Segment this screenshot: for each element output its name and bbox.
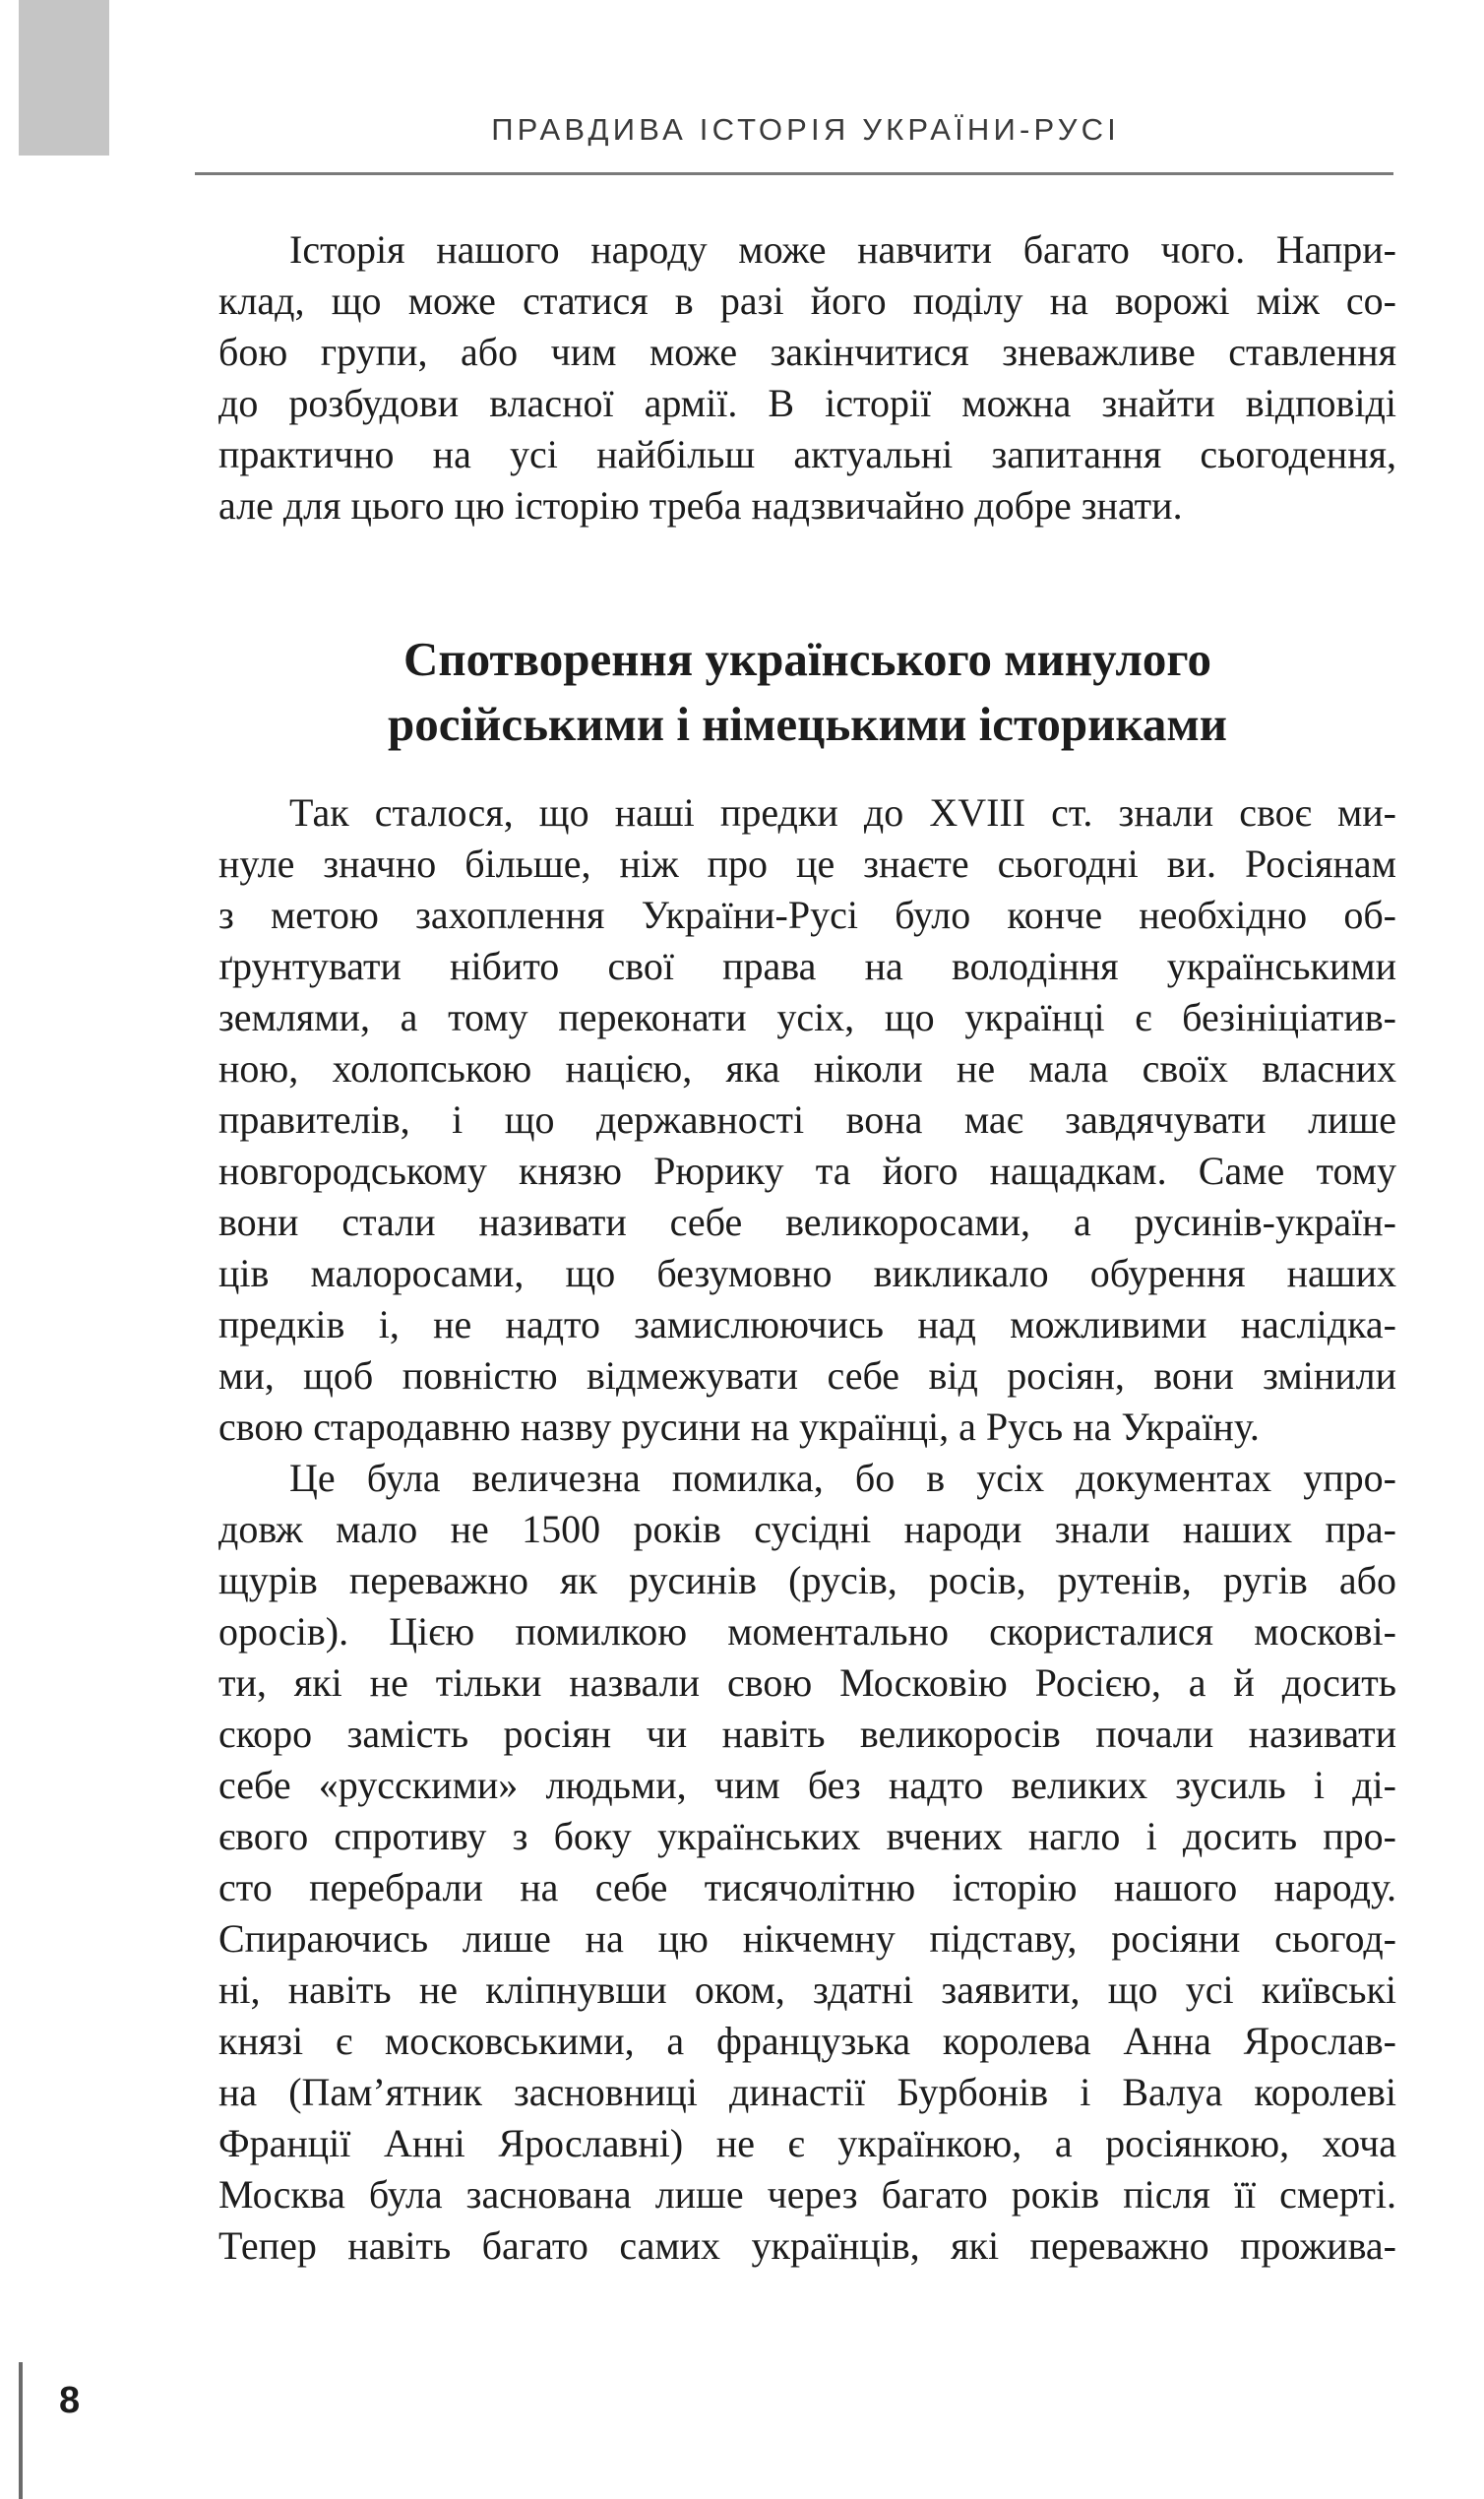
text-line: Історія нашого народу може навчити багато чого. Напри-: [289, 227, 1396, 272]
text-line: скоро замість росіян чи навіть великоросів почали називати: [218, 1712, 1396, 1756]
intro-paragraph: [218, 224, 1396, 531]
text-line: практично на усі найбільш актуальні запитання сьогодення,: [218, 432, 1396, 476]
header-rule: [195, 172, 1393, 175]
text-line: на (Пам’ятник засновниці династії Бурбонів і Валуа королеві: [218, 2070, 1396, 2114]
running-head: ПРАВДИВА ІСТОРІЯ УКРАЇНИ-РУСІ: [491, 112, 1120, 147]
text-line: свою стародавню назву русини на українці, а Русь на Україну.: [218, 1405, 1260, 1449]
text-line: довж мало не 1500 років сусідні народи знали наших пра-: [218, 1507, 1396, 1551]
text-line: ною, холопською нацією, яка ніколи не мала своїх власних: [218, 1046, 1396, 1091]
section-heading-line-2: російськими і німецькими істориками: [387, 697, 1227, 751]
text-line: нуле значно більше, ніж про це знаєте сьогодні ви. Росіянам: [218, 842, 1396, 886]
section-heading-line-1: Спотворення українського минулого: [403, 632, 1211, 686]
text-line: ти, які не тільки назвали свою Московію Росією, а й досить: [218, 1660, 1396, 1705]
text-line: з метою захоплення України-Русі було конче необхідно об-: [218, 893, 1396, 937]
text-line: Тепер навіть багато самих українців, які переважно прожива-: [218, 2223, 1396, 2268]
text-line: Спираючись лише на цю нікчемну підставу, росіяни сьогод-: [218, 1916, 1396, 1961]
text-line: євого спротиву з боку українських вчених нагло і досить про-: [218, 1814, 1396, 1858]
page-number: 8: [59, 2380, 81, 2421]
text-line: оросів). Цією помилкою моментально скористалися москові-: [218, 1609, 1396, 1654]
text-line: Це була величезна помилка, бо в усіх документах упро-: [289, 1456, 1396, 1500]
text-line: щурів переважно як русинів (русів, росів, рутенів, ругів або: [218, 1558, 1396, 1602]
text-line: Франції Анні Ярославні) не є українкою, а росіянкою, хоча: [218, 2121, 1396, 2165]
paragraph-2: [218, 1453, 1396, 2272]
text-line: Москва була заснована лише через багато років після її смерті.: [218, 2172, 1396, 2217]
text-line: князі є московськими, а французька королева Анна Ярослав-: [218, 2019, 1396, 2063]
text-line: ми, щоб повністю відмежувати себе від росіян, вони змінили: [218, 1353, 1396, 1398]
text-line: правителів, і що державності вона має завдячувати лише: [218, 1097, 1396, 1142]
text-line: предків і, не надто замислюючись над можливими наслідка-: [218, 1302, 1396, 1346]
paragraph-1: [218, 787, 1396, 1453]
text-line: землями, а тому переконати усіх, що українці є безініціатив-: [218, 995, 1396, 1039]
text-line: себе «русскими» людьми, чим без надто великих зусиль і ді-: [218, 1763, 1396, 1807]
text-line: ні, навіть не кліпнувши оком, здатні заявити, що усі київські: [218, 1968, 1396, 2012]
text-line: клад, що може статися в разі його поділу на ворожі між со-: [218, 279, 1396, 323]
text-line: бою групи, або чим може закінчитися зневажливе ставлення: [218, 330, 1396, 374]
footer-bar: [19, 2362, 23, 2499]
text-line: ців малоросами, що безумовно викликало обурення наших: [218, 1251, 1396, 1295]
text-line: сто перебрали на себе тисячолітню історію нашого народу.: [218, 1865, 1396, 1909]
text-line: ґрунтувати нібито свої права на володіння українськими: [218, 944, 1396, 988]
text-line: новгородському князю Рюрику та його нащадкам. Саме тому: [218, 1149, 1396, 1193]
text-line: Так сталося, що наші предки до XVIII ст. знали своє ми-: [289, 790, 1396, 835]
text-line: але для цього цю історію треба надзвичайно добре знати.: [218, 483, 1183, 528]
text-line: до розбудови власної армії. В історії можна знайти відповіді: [218, 381, 1396, 425]
text-line: вони стали називати себе великоросами, а русинів-україн-: [218, 1200, 1396, 1244]
